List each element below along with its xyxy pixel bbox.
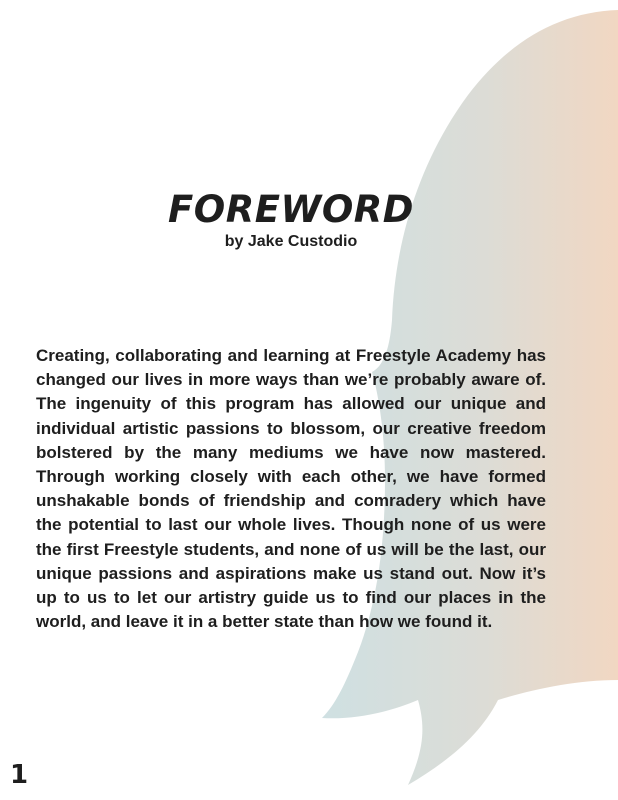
foreword-body-paragraph: Creating, collaborating and learning at Freestyle Academy has changed our lives in more ways than we’re probably aware of. The ingenuity of this program has allowed our unique and individual artistic passions to blossom, our creative freedom bolstered by the many mediums we have now mastered. Through working closely with each other, we have formed unshakable bonds of friendship and comradery which have the potential to last our whole lives. Though none of us were the first Freestyle students, and none of us will be the last, our unique passions and aspirations make us stand out. Now it’s up to us to let our artistry guide us to find our places in the world, and leave it in a better state than how we found it. bbox=[36, 346, 546, 632]
author-byline: by Jake Custodio bbox=[224, 233, 358, 250]
document-title: FOREWORD bbox=[168, 188, 414, 231]
page-number: 1 bbox=[10, 760, 29, 790]
